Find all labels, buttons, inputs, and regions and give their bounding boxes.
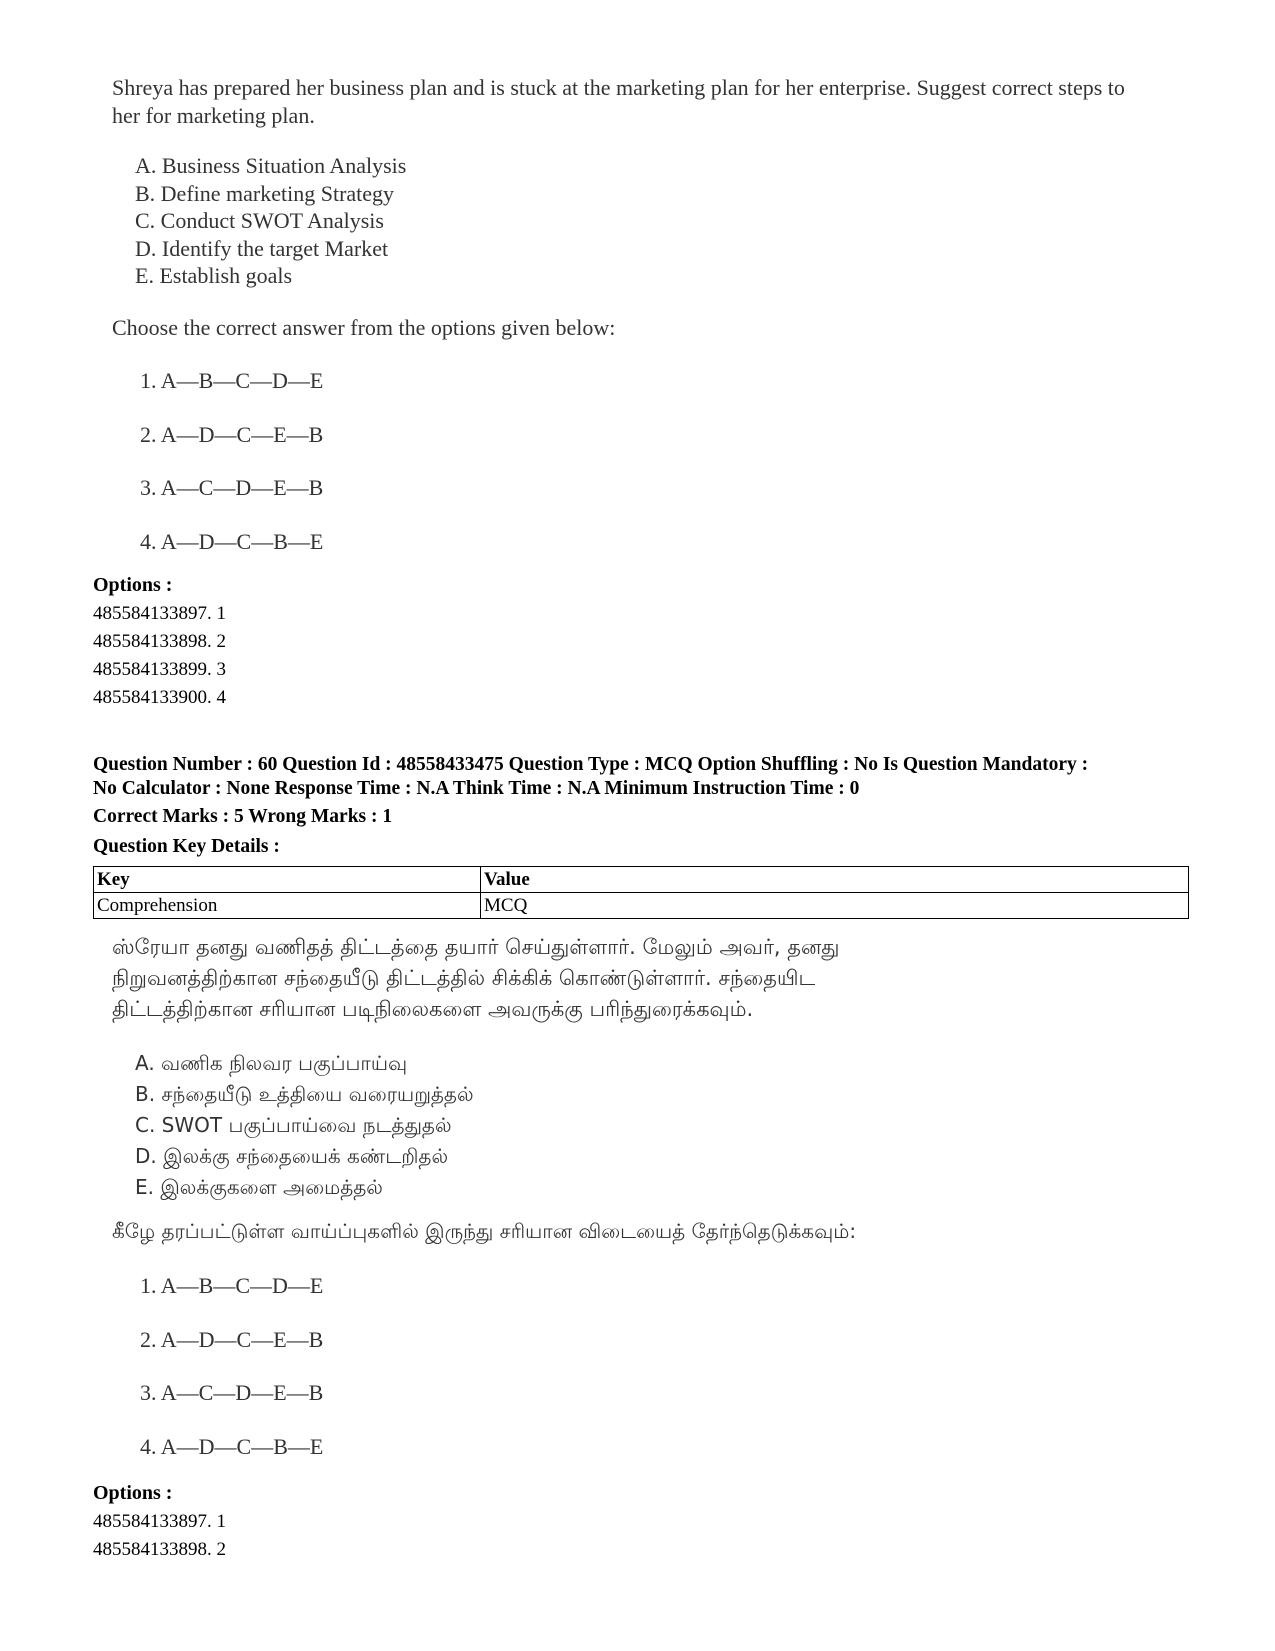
question-meta-line-2: No Calculator : None Response Time : N.A Think Time : N.A Minimum Instruction Time : 0 <box>93 778 860 799</box>
statement-item: A. Business Situation Analysis <box>135 153 407 178</box>
option-item: 485584133900. 4 <box>93 687 226 708</box>
statement-item: E. இலக்குகளை அமைத்தல் <box>135 1175 383 1199</box>
answer-choice: 4. A—D—C—B—E <box>140 1433 324 1459</box>
question-text: Shreya has prepared her business plan and is stuck at the marketing plan for her enterprise. Suggest correct steps to her for marketing plan. <box>112 75 1125 128</box>
statement-item: C. Conduct SWOT Analysis <box>135 208 384 233</box>
option-item: 485584133899. 3 <box>93 659 226 680</box>
option-item: 485584133898. 2 <box>93 1539 226 1560</box>
key-table-header-key: Key <box>94 867 481 893</box>
tamil-text-line: நிறுவனத்திற்கான சந்தையீடு திட்டத்தில் சிக்கிக் கொண்டுள்ளார். சந்தையிட <box>112 966 816 990</box>
statement-item: C. SWOT பகுப்பாய்வை நடத்துதல் <box>135 1113 452 1137</box>
statement-item: D. Identify the target Market <box>135 235 389 261</box>
answer-choice: 1. A—B—C—D—E <box>140 368 324 393</box>
answer-choice: 2. A—D—C—E—B <box>140 1326 324 1352</box>
answer-choice: 2. A—D—C—E—B <box>140 421 324 447</box>
option-item: 485584133897. 1 <box>93 1511 226 1532</box>
question-key-details-label: Question Key Details : <box>93 836 280 857</box>
key-table-cell-value: MCQ <box>481 893 1189 919</box>
question-meta-line-1: Question Number : 60 Question Id : 48558433475 Question Type : MCQ Option Shuffling : No Is Question Mandatory : <box>93 754 1089 775</box>
statement-item: D. இலக்கு சந்தையைக் கண்டறிதல் <box>135 1144 449 1168</box>
answer-choice-list <box>140 1273 323 1487</box>
key-table-header-row <box>94 867 1189 893</box>
answer-choice: 4. A—D—C—B—E <box>140 528 324 554</box>
options-heading: Options : <box>93 574 173 596</box>
option-item: 485584133897. 1 <box>93 603 226 624</box>
options-list <box>93 600 226 712</box>
key-table-cell-key: Comprehension <box>94 893 481 919</box>
choose-instruction: Choose the correct answer from the options given below: <box>112 315 616 340</box>
answer-choice: 3. A—C—D—E—B <box>140 1380 324 1405</box>
options-heading: Options : <box>93 1482 173 1504</box>
answer-choice: 3. A—C—D—E—B <box>140 475 324 500</box>
key-table-header-value: Value <box>481 867 1189 893</box>
option-item: 485584133898. 2 <box>93 631 226 652</box>
statement-list <box>135 152 406 290</box>
statement-item: A. வணிக நிலவர பகுப்பாய்வு <box>135 1051 408 1075</box>
answer-choice-list <box>140 368 323 582</box>
question-marks: Correct Marks : 5 Wrong Marks : 1 <box>93 806 393 827</box>
key-table-row <box>94 893 1189 919</box>
statement-item: B. சந்தையீடு உத்தியை வரையறுத்தல் <box>135 1082 474 1106</box>
tamil-text-line: திட்டத்திற்கான சரியான படிநிலைகளை அவருக்கு பரிந்துரைக்கவும். <box>112 997 754 1021</box>
question-text-tamil <box>112 932 1132 1025</box>
statement-item: E. Establish goals <box>135 263 293 288</box>
question-key-table <box>93 866 1189 919</box>
statement-item: B. Define marketing Strategy <box>135 180 395 206</box>
answer-choice: 1. A—B—C—D—E <box>140 1273 324 1298</box>
options-list <box>93 1508 226 1564</box>
choose-instruction-tamil: கீழே தரப்பட்டுள்ள வாய்ப்புகளில் இருந்து சரியான விடையைத் தேர்ந்தெடுக்கவும்: <box>112 1219 857 1243</box>
statement-list-tamil <box>135 1048 474 1203</box>
tamil-text-line: ஸ்ரேயா தனது வணிதத் திட்டத்தை தயார் செய்துள்ளார். மேலும் அவர், தனது <box>112 935 840 959</box>
